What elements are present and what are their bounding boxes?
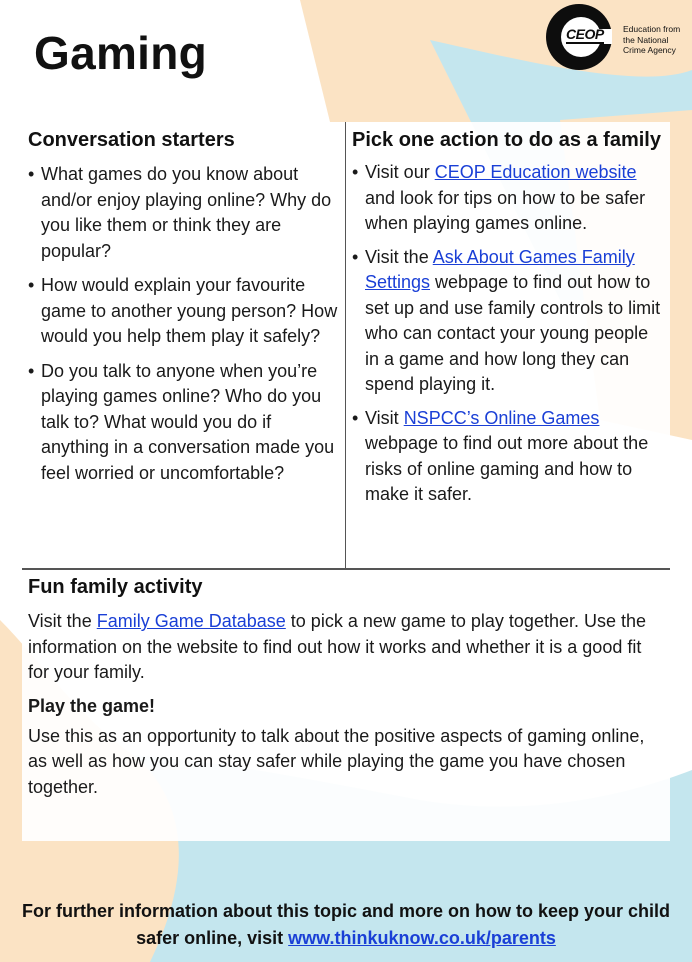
family-action-section	[352, 126, 664, 516]
list-item	[352, 160, 664, 237]
ceop-logo-caption: Education from the National Crime Agency	[623, 24, 681, 55]
bullet-icon: •	[352, 162, 359, 182]
page-title: Gaming	[34, 27, 208, 79]
list-item-text: Visit	[365, 407, 404, 428]
list-item	[352, 406, 664, 508]
conversation-starters-section	[28, 126, 340, 495]
fun-family-activity-section	[28, 573, 666, 800]
fun-family-activity-heading: Fun family activity	[28, 576, 203, 598]
play-the-game-heading: Play the game!	[28, 695, 156, 716]
list-item	[28, 162, 340, 264]
nspcc-online-games-link[interactable]: NSPCC’s Online Games	[403, 407, 600, 428]
footer	[0, 898, 692, 952]
list-item-text: Visit our	[365, 162, 435, 182]
footer-text: For further information about this topic and more on how to keep your child safer online, visit	[21, 901, 670, 948]
activity-text: Visit the	[28, 611, 97, 631]
list-item	[28, 273, 340, 350]
family-action-heading: Pick one action to do as a family	[352, 129, 661, 151]
ask-about-games-link[interactable]: Ask About Games Family Settings	[365, 246, 635, 292]
column-divider	[345, 122, 346, 570]
bullet-icon: •	[28, 360, 35, 381]
bullet-icon: •	[28, 275, 35, 295]
list-item-text: and look for tips on how to be safer when playing games online.	[365, 187, 646, 233]
section-divider	[22, 568, 670, 570]
list-item-text: webpage to find out how to set up and use family controls to limit who can contact your young people in a game and how long they can spend playing it.	[365, 272, 661, 394]
activity-text: to pick a new game to play together. Use the information on the website to find out how it works and whether it is a good fit for your family.	[28, 611, 647, 682]
conversation-starters-heading: Conversation starters	[28, 129, 235, 151]
list-item-text: What games do you know about and/or enjoy playing online? Why do you like them or think they are popular?	[41, 164, 332, 261]
bullet-icon: •	[28, 164, 35, 184]
bullet-icon: •	[352, 246, 359, 267]
thinkuknow-parents-link[interactable]: www.thinkuknow.co.uk/parents	[288, 928, 556, 948]
activity-paragraph	[28, 609, 666, 686]
ceop-logo[interactable]	[546, 4, 686, 70]
ceop-education-link[interactable]: CEOP Education website	[434, 162, 637, 182]
list-item	[28, 359, 340, 487]
conversation-list	[28, 162, 340, 486]
list-item	[352, 245, 664, 398]
action-list	[352, 160, 664, 508]
list-item-text: Visit the	[365, 246, 433, 267]
ceop-logo-icon	[546, 4, 612, 70]
list-item-text: Do you talk to anyone when you’re playing games online? Who do you talk to? What would you do if anything in a conversation made you feel worried or uncomfortable?	[41, 360, 335, 483]
play-the-game-text: Use this as an opportunity to talk about the positive aspects of gaming online, as well as how you can stay safer while playing the game you have chosen together.	[28, 725, 645, 797]
list-item-text: webpage to find out more about the risks of online gaming and how to make it safer.	[365, 433, 649, 504]
list-item-text: How would explain your favourite game to another young person? How would you help them play it safely?	[41, 275, 338, 346]
bullet-icon: •	[352, 407, 359, 428]
family-game-database-link[interactable]: Family Game Database	[96, 611, 286, 631]
ceop-logo-word: CEOP	[566, 26, 604, 42]
